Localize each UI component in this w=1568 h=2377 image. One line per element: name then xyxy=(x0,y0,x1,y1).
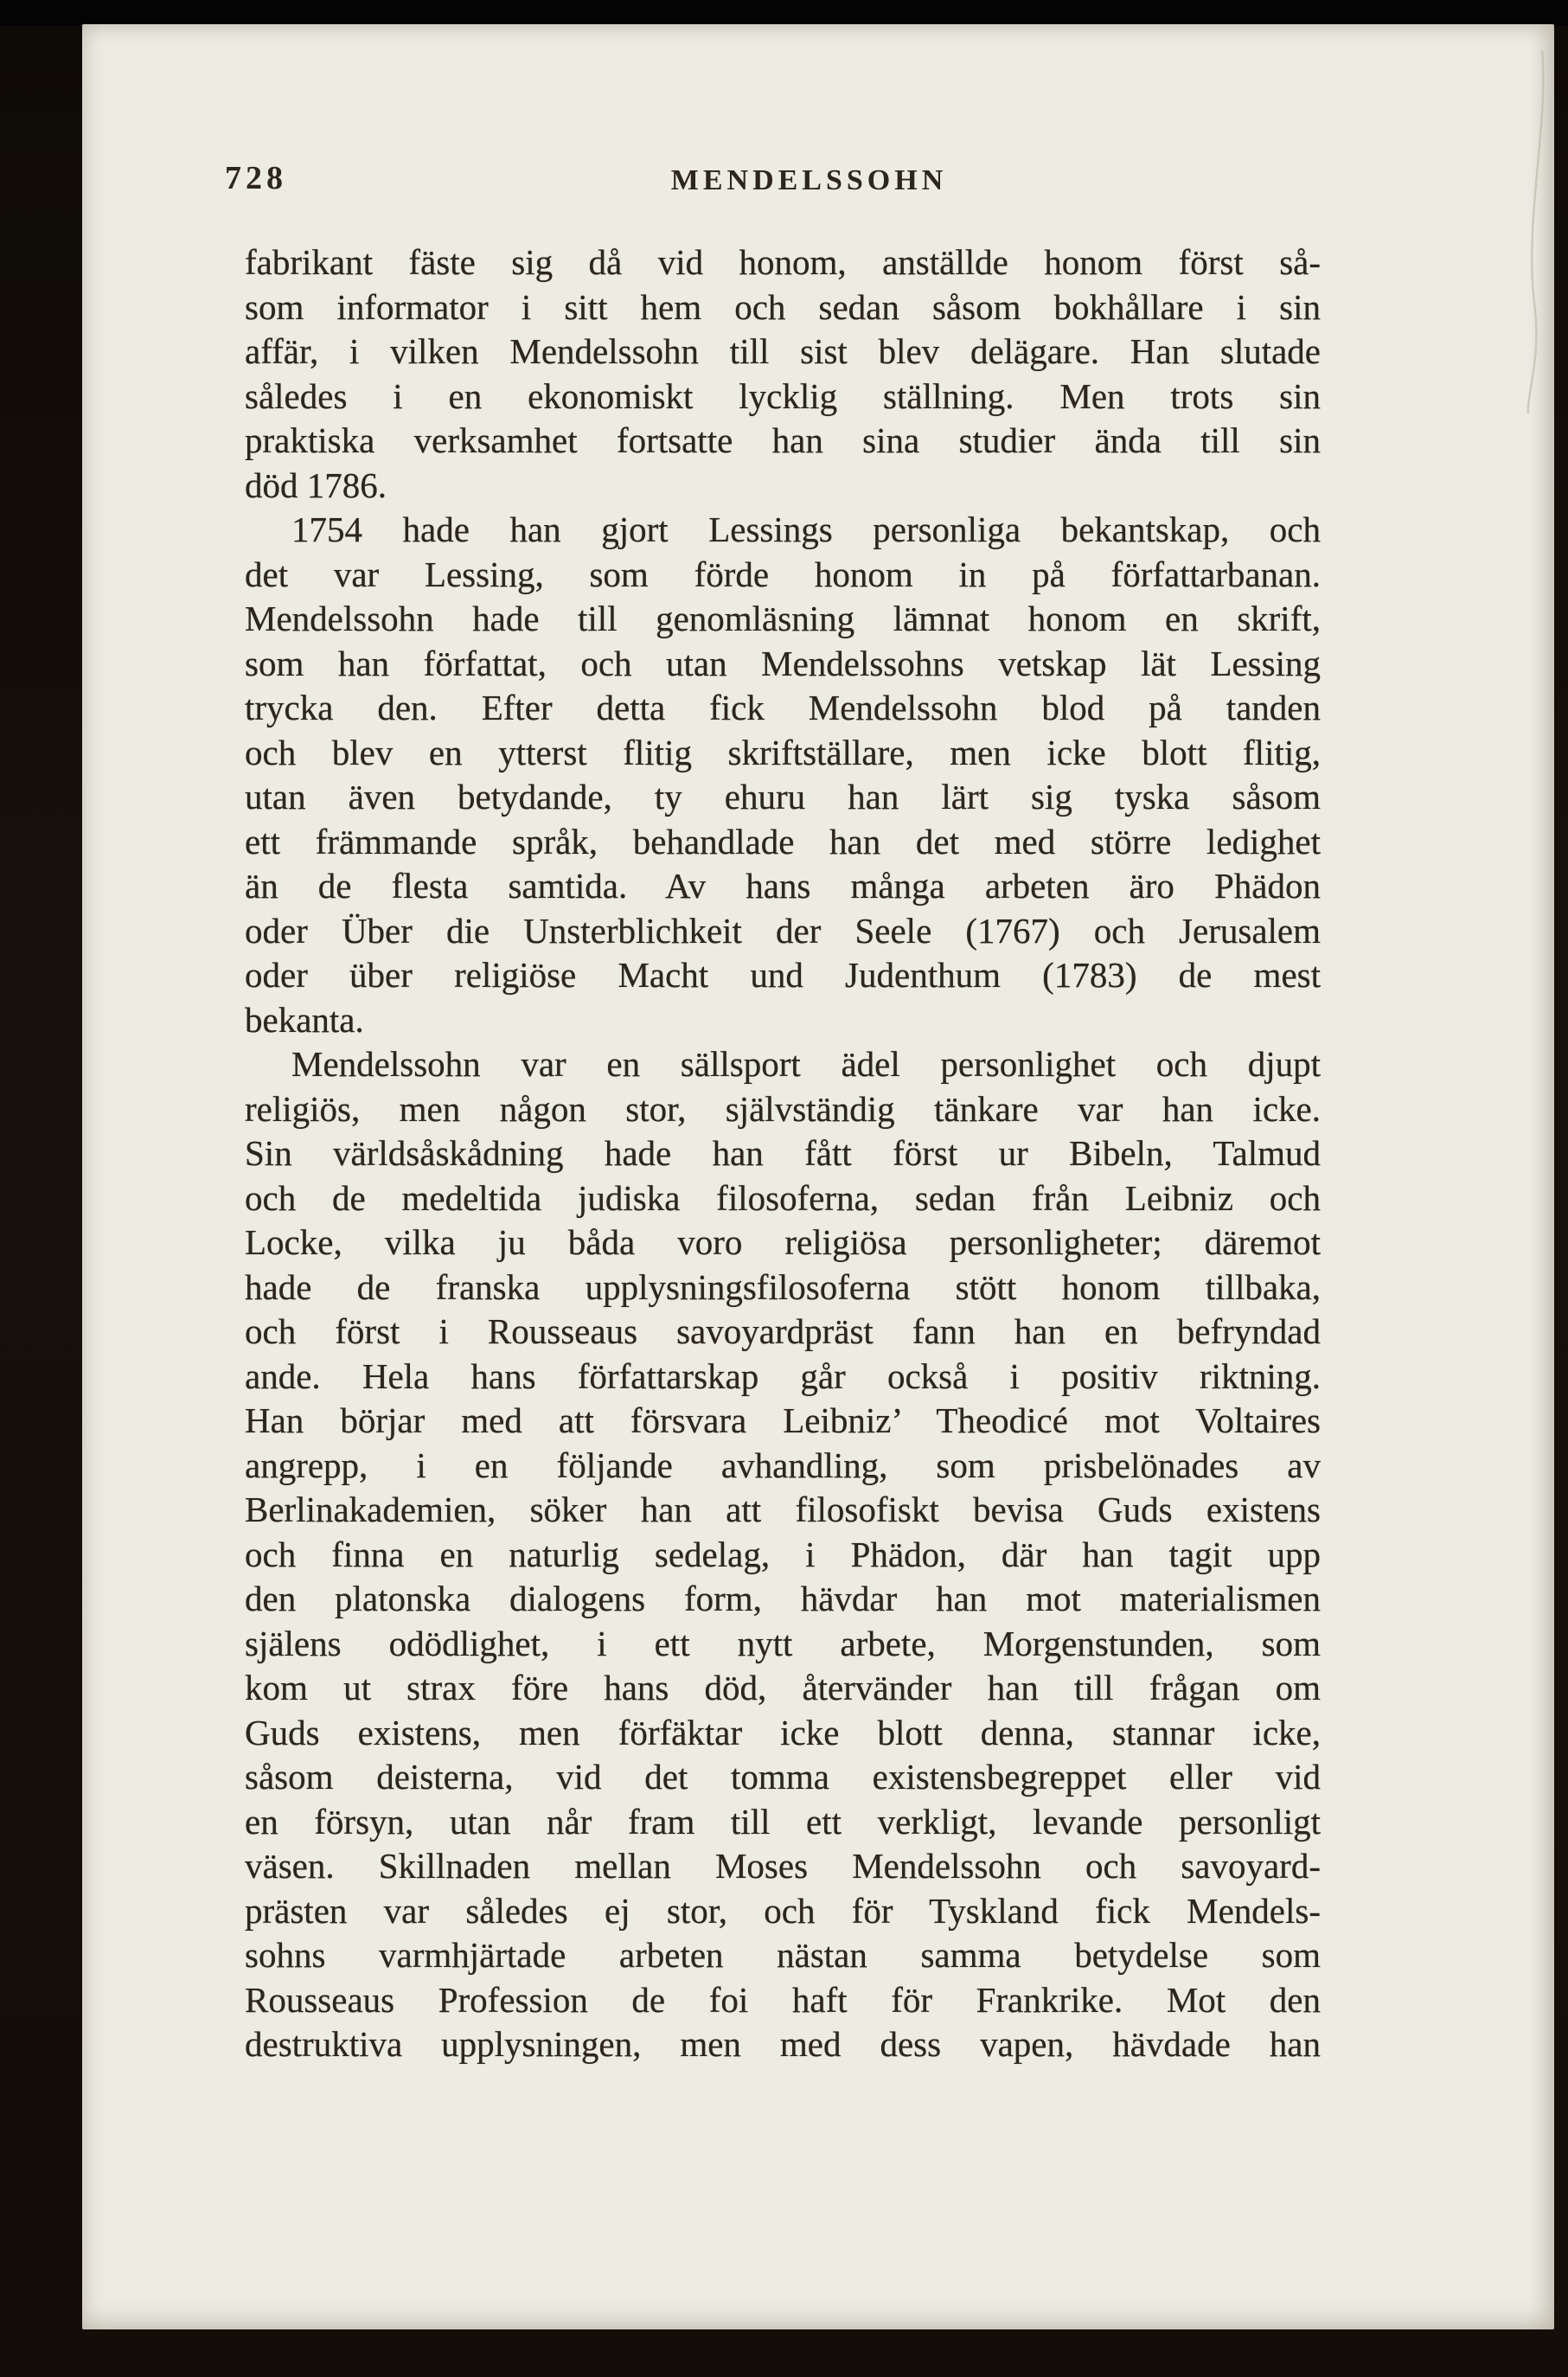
text-line: väsen. Skillnaden mellan Moses Mendelssohn och savoyard- xyxy=(245,1846,1321,1886)
text-line: hade de franska upplysningsfilosoferna stött honom tillbaka, xyxy=(245,1266,1321,1307)
text-line: Han börjar med att försvara Leibniz’ Theodicé mot Voltaires xyxy=(245,1400,1321,1440)
text-line: död 1786. xyxy=(245,465,387,505)
text-line: sohns varmhjärtade arbeten nästan samma betydelse som xyxy=(245,1935,1321,1975)
text-line: och blev en ytterst flitig skriftställare, men icke blott flitig, xyxy=(245,732,1321,772)
text-line: trycka den. Efter detta fick Mendelssohn blod på tanden xyxy=(245,688,1321,727)
text-line: Locke, vilka ju båda voro religiösa personligheter; däremot xyxy=(245,1222,1321,1262)
text-line: utan även betydande, ty ehuru han lärt sig tyska såsom xyxy=(245,777,1321,817)
text-line: kom ut strax före hans död, återvänder han till frågan om xyxy=(245,1668,1321,1707)
text-line: ande. Hela hans författarskap går också i positiv riktning. xyxy=(245,1355,1321,1396)
page-header xyxy=(225,161,1321,201)
text-line: Guds existens, men förfäktar icke blott denna, stannar icke, xyxy=(245,1712,1321,1752)
text-line: Mendelssohn var en sällsport ädel personlighet och djupt xyxy=(291,1044,1321,1084)
text-line: Sin världsåskådning hade han fått först ur Bibeln, Talmud xyxy=(245,1133,1321,1173)
page-number: 728 xyxy=(225,160,287,196)
running-title: MENDELSSOHN xyxy=(670,164,948,196)
text-line: religiös, men någon stor, självständig tänkare var han icke. xyxy=(245,1088,1321,1129)
text-line: än de flesta samtida. Av hans många arbeten äro Phädon xyxy=(245,866,1321,906)
text-line: det var Lessing, som förde honom in på författarbanan. xyxy=(245,554,1321,594)
text-line: Mendelssohn hade till genomläsning lämnat honom en skrift, xyxy=(245,599,1321,638)
text-line: som informator i sitt hem och sedan såsom bokhållare i sin xyxy=(245,286,1321,327)
text-line: angrepp, i en följande avhandling, som prisbelönades av xyxy=(245,1445,1321,1485)
text-line: fabrikant fäste sig då vid honom, anställde honom först så- xyxy=(245,242,1321,282)
paragraph xyxy=(245,508,1321,1042)
paragraph xyxy=(245,240,1321,508)
text-line: själens odödlighet, i ett nytt arbete, Morgenstunden, som xyxy=(245,1623,1321,1663)
text-block xyxy=(245,240,1321,2067)
text-line: affär, i vilken Mendelssohn till sist blev delägare. Han slutade xyxy=(245,331,1321,371)
text-line: oder über religiöse Macht und Judenthum (1783) de mest xyxy=(245,955,1321,995)
text-line: oder Über die Unsterblichkeit der Seele (1767) och Jerusalem xyxy=(245,910,1321,951)
text-line: ett främmande språk, behandlade han det med större ledighet xyxy=(245,821,1321,862)
text-line: och de medeltida judiska filosoferna, sedan från Leibniz och xyxy=(245,1177,1321,1218)
book-page xyxy=(82,24,1554,2329)
text-line: den platonska dialogens form, hävdar han mot materialismen xyxy=(245,1579,1321,1618)
text-line: prästen var således ej stor, och för Tyskland fick Mendels- xyxy=(245,1890,1321,1931)
text-line: destruktiva upplysningen, men med dess vapen, hävdade han xyxy=(245,2024,1321,2064)
paragraph xyxy=(245,1042,1321,2067)
paper-crease xyxy=(1516,50,1551,413)
text-line: såsom deisterna, vid det tomma existensbegreppet eller vid xyxy=(245,1757,1321,1797)
text-line: praktiska verksamhet fortsatte han sina studier ända till sin xyxy=(245,420,1321,460)
text-line: Berlinakademien, söker han att filosofiskt bevisa Guds existens xyxy=(245,1490,1321,1529)
scan-background-top-bar xyxy=(0,0,1568,26)
text-line: 1754 hade han gjort Lessings personliga bekantskap, och xyxy=(291,509,1321,549)
text-line: bekanta. xyxy=(245,999,364,1040)
text-line: och finna en naturlig sedelag, i Phädon, där han tagit upp xyxy=(245,1534,1321,1574)
text-line: således i en ekonomiskt lycklig ställning. Men trots sin xyxy=(245,375,1321,416)
text-line: Rousseaus Profession de foi haft för Frankrike. Mot den xyxy=(245,1979,1321,2020)
text-line: som han författat, och utan Mendelssohns vetskap lät Lessing xyxy=(245,643,1321,683)
text-line: och först i Rousseaus savoyardpräst fann han en befryndad xyxy=(245,1311,1321,1351)
text-line: en försyn, utan når fram till ett verkligt, levande personligt xyxy=(245,1801,1321,1842)
